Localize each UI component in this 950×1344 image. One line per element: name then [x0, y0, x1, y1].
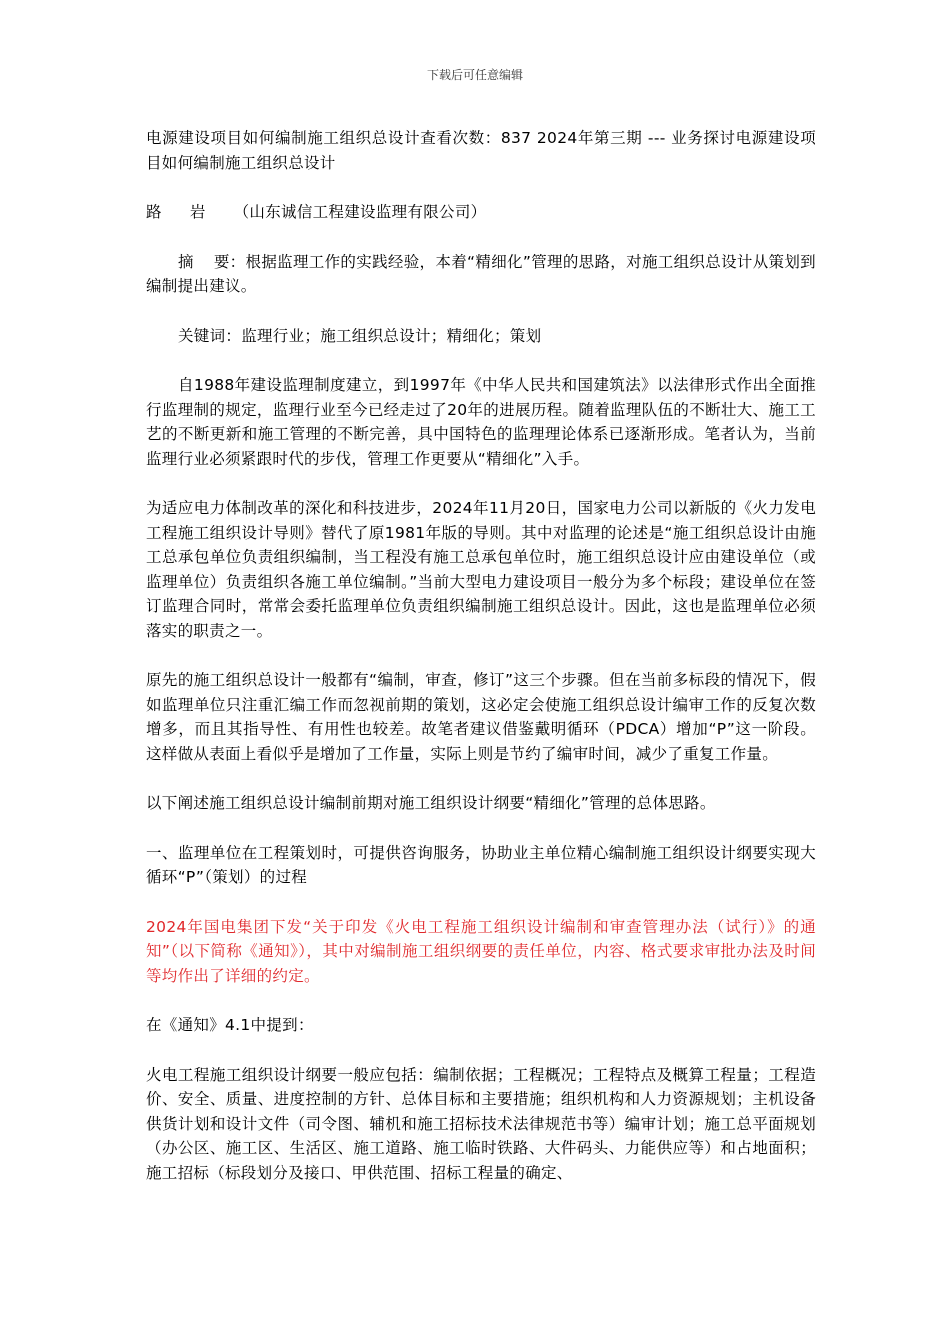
author-name-second: 岩	[189, 203, 206, 221]
section-heading-1: 一、监理单位在工程策划时，可提供咨询服务，协助业主单位精心编制施工组织设计纲要实现大循环“P”（策划）的过程	[146, 843, 816, 886]
document-title: 电源建设项目如何编制施工组织总设计查看次数：837 2024年第三期 --- 业务探讨电源建设项目如何编制施工组织总设计	[146, 129, 816, 172]
paragraph-7: 在《通知》4.1中提到：	[146, 1016, 314, 1034]
paragraph-1: 自1988年建设监理制度建立，到1997年《中华人民共和国建筑法》以法律形式作出全面推行监理制的规定，监理行业至今已经走过了20年的进展历程。随着监理队伍的不断壮大、施工工艺的不断更新和施工管理的不断完善，具中国特色的监理理论体系已逐渐形成。笔者认为，当前监理行业必须紧跟时代的步伐，管理工作更要从“精细化”入手。	[146, 376, 816, 468]
paragraph-8: 火电工程施工组织设计纲要一般应包括：编制依据；工程概况；工程特点及概算工程量；工程造价、安全、质量、进度控制的方针、总体目标和主要措施；组织机构和人力资源规划；主机设备供货计划和设计文件（司令图、辅机和施工招标技术法律规范书等）编审计划；施工总平面规划（办公区、施工区、生活区、施工道路、施工临时铁路、大件码头、力能供应等）和占地面积；施工招标（标段划分及接口、甲供范围、招标工程量的确定、	[146, 1065, 816, 1182]
author-name-first: 路	[146, 203, 162, 221]
abstract-label-first: 摘	[178, 252, 194, 271]
author-line	[146, 200, 816, 225]
abstract-text: 根据监理工作的实践经验，本着“精细化”管理的思路，对施工组织总设计从策划到编制提出建议。	[146, 252, 816, 295]
abstract-label-second: 要：	[213, 252, 246, 271]
keywords: 关键词：监理行业；施工组织总设计；精细化；策划	[178, 326, 542, 345]
author-affiliation: （山东诚信工程建设监理有限公司）	[233, 203, 487, 221]
document-body	[146, 126, 816, 1185]
abstract	[146, 250, 816, 299]
highlighted-paragraph: 2024年国电集团下发“关于印发《火电工程施工组织设计编制和审查管理办法（试行）》的通知”（以下简称《通知》），其中对编制施工组织纲要的责任单位，内容、格式要求审批办法及时间等均作出了详细的约定。	[146, 917, 816, 985]
paragraph-2: 为适应电力体制改革的深化和科技进步，2024年11月20日，国家电力公司以新版的《火力发电工程施工组织设计导则》替代了原1981年版的导则。其中对监理的论述是“施工组织总设计由施工总承包单位负责组织编制，当工程没有施工总承包单位时，施工组织总设计应由建设单位（或监理单位）负责组织各施工单位编制。”当前大型电力建设项目一般分为多个标段；建设单位在签订监理合同时，常常会委托监理单位负责组织编制施工组织总设计。因此，这也是监理单位必须落实的职责之一。	[146, 499, 816, 640]
page-header: 下载后可任意编辑	[426, 68, 523, 82]
paragraph-4: 以下阐述施工组织总设计编制前期对施工组织设计纲要“精细化”管理的总体思路。	[146, 794, 716, 812]
paragraph-3: 原先的施工组织总设计一般都有“编制，审查，修订”这三个步骤。但在当前多标段的情况下，假如监理单位只注重汇编工作而忽视前期的策划，这必定会使施工组织总设计编审工作的反复次数增多，而且其指导性、有用性也较差。故笔者建议借鉴戴明循环（PDCA）增加“P”这一阶段。这样做从表面上看似乎是增加了工作量，实际上则是节约了编审时间，减少了重复工作量。	[146, 671, 816, 763]
